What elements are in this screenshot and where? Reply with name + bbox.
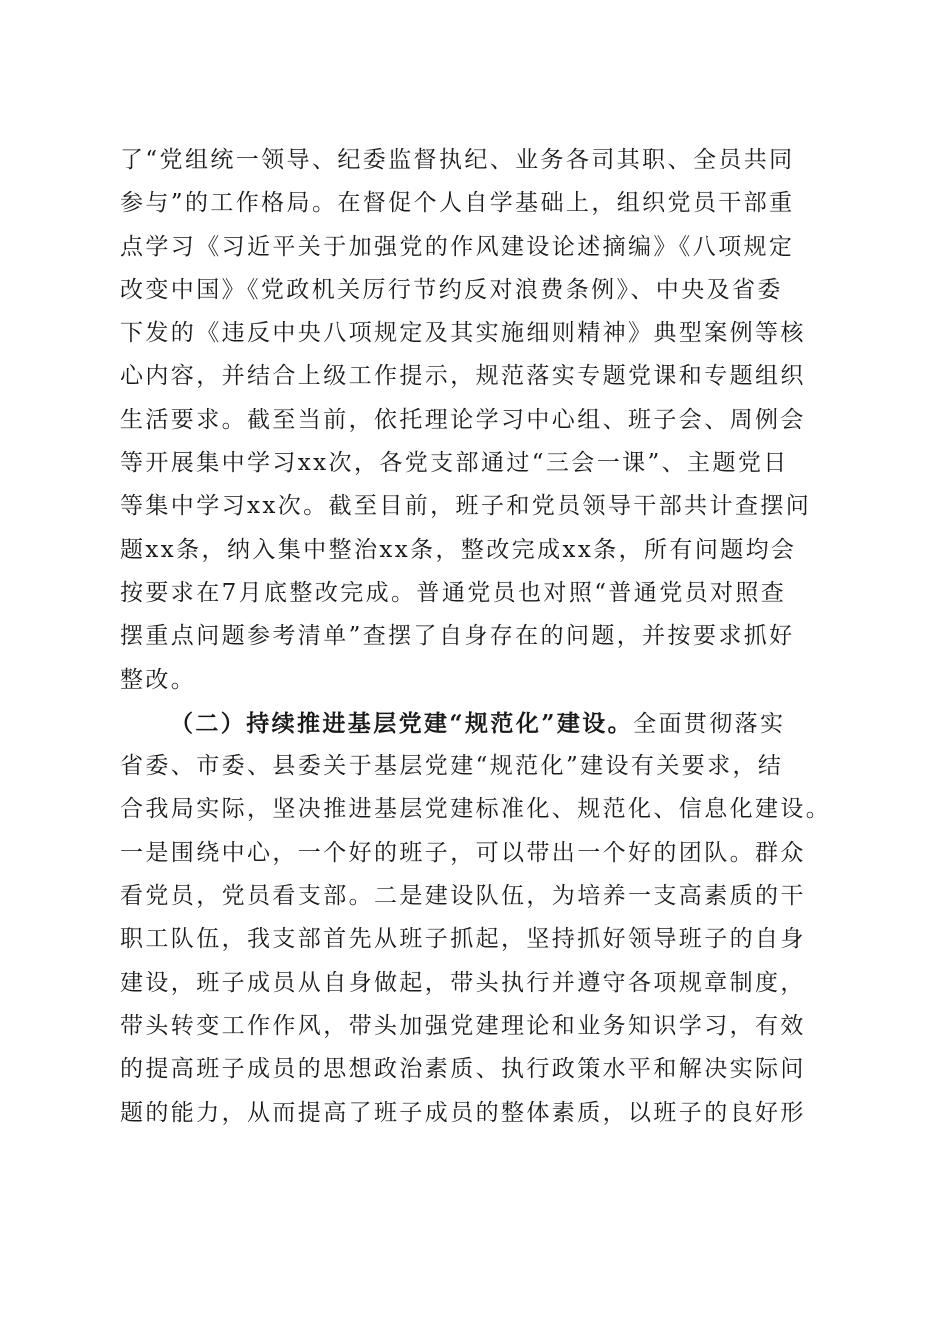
text-line: 合我局实际，坚决推进基层党建标准化、规范化、信息化建设。	[120, 796, 832, 823]
text-line: 题的能力，从而提高了班子成员的整体素质，以班子的良好形	[120, 1099, 806, 1126]
text-line: 改变中国》《党政机关厉行节约反对浪费条例》、中央及省委	[120, 276, 783, 303]
text-line: 一是围绕中心，一个好的班子，可以带出一个好的团队。群众	[120, 839, 806, 866]
text-line: 点学习《习近平关于加强党的作风建设论述摘编》《八项规定	[120, 233, 795, 260]
text-line: 整改。	[120, 666, 197, 693]
text-line: 下发的《违反中央八项规定及其实施细则精神》典型案例等核	[120, 320, 806, 347]
paragraph-2	[120, 702, 840, 1135]
text-line: 了“党组统一领导、纪委监督执纪、业务各司其职、全员共同	[120, 147, 795, 173]
text-line: 等开展集中学习xx次，各党支部通过“三会一课”、主题党日	[120, 450, 789, 477]
text-line: 生活要求。截至当前，依托理论学习中心组、班子会、周例会	[120, 406, 806, 433]
text-line: 的提高班子成员的思想政治素质、执行政策水平和解决实际问	[120, 1056, 806, 1083]
paragraph-1	[120, 139, 840, 702]
text-line: 参与”的工作格局。在督促个人自学基础上，组织党员干部重	[120, 190, 795, 217]
text-line: 按要求在7月底整改完成。普通党员也对照“普通党员对照查	[120, 579, 787, 606]
document-body	[120, 139, 840, 1135]
text-line: 等集中学习xx次。截至目前，班子和党员领导干部共计查摆问	[120, 493, 812, 520]
paragraph-2-first-line	[120, 702, 840, 745]
text-line: 职工队伍，我支部首先从班子抓起，坚持抓好领导班子的自身	[120, 926, 806, 953]
text-segment: 全面贯彻落实	[633, 710, 786, 737]
text-line: 建设，班子成员从自身做起，带头执行并遵守各项规章制度，	[120, 969, 806, 996]
text-line: 看党员，党员看支部。二是建设队伍，为培养一支高素质的干	[120, 883, 806, 910]
text-line: 题xx条，纳入集中整治xx条，整改完成xx条，所有问题均会	[120, 536, 797, 563]
section-heading: （二）持续推进基层党建“规范化”建设。	[170, 709, 634, 737]
text-line: 带头转变工作作风，带头加强党建理论和业务知识学习，有效	[120, 1012, 806, 1039]
text-line: 心内容，并结合上级工作提示，规范落实专题党课和专题组织	[120, 363, 806, 390]
text-line: 省委、市委、县委关于基层党建“规范化”建设有关要求，结	[120, 753, 784, 780]
text-line: 摆重点问题参考清单”查摆了自身存在的问题，并按要求抓好	[120, 623, 795, 650]
